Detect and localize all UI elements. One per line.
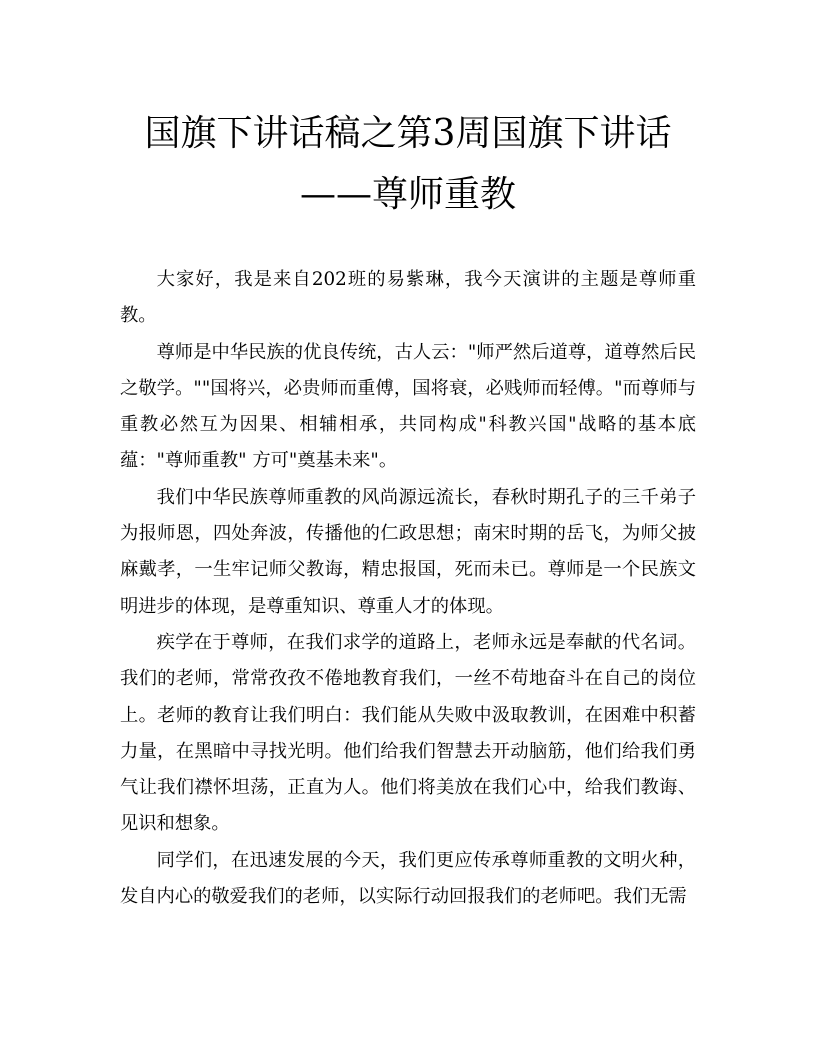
document-title: 国旗下讲话稿之第3周国旗下讲话 [144,113,672,154]
document-subtitle: ——尊师重教 [299,174,516,215]
document-body [120,262,696,915]
paragraph: 疾学在于尊师，在我们求学的道路上，老师永远是奉献的代名词。我们的老师，常常孜孜不倦地教育我们，一丝不苟地奋斗在自己的岗位上。老师的教育让我们明白：我们能从失败中汲取教训，在困难中积蓄力量，在黑暗中寻找光明。他们给我们智慧去开动脑筋，他们给我们勇气让我们襟怀坦荡，正直为人。他们将美放在我们心中，给我们教诲、见识和想象。 [120,631,696,835]
paragraph: 同学们，在迅速发展的今天，我们更应传承尊师重教的文明火种，发自内心的敬爱我们的老师，以实际行动回报我们的老师吧。我们无需 [120,849,696,908]
paragraph: 大家好，我是来自202班的易紫琳，我今天演讲的主题是尊师重教。 [120,269,696,327]
paragraph: 尊师是中华民族的优良传统，古人云："师严然后道尊，道尊然后民之敬学。""国将兴，必贵师而重傅，国将衰，必贱师而轻傅。"而尊师与重教必然互为因果、相辅相承，共同构成"科教兴国"战略的基本底蕴："尊师重教" 方可"奠基未来"。 [120,341,696,472]
paragraph: 我们中华民族尊师重教的风尚源远流长，春秋时期孔子的三千弟子为报师恩，四处奔波，传播他的仁政思想；南宋时期的岳飞，为师父披麻戴孝，一生牢记师父教诲，精忠报国，死而未已。尊师是一个民族文明进步的体现，是尊重知识、尊重人才的体现。 [120,486,696,617]
